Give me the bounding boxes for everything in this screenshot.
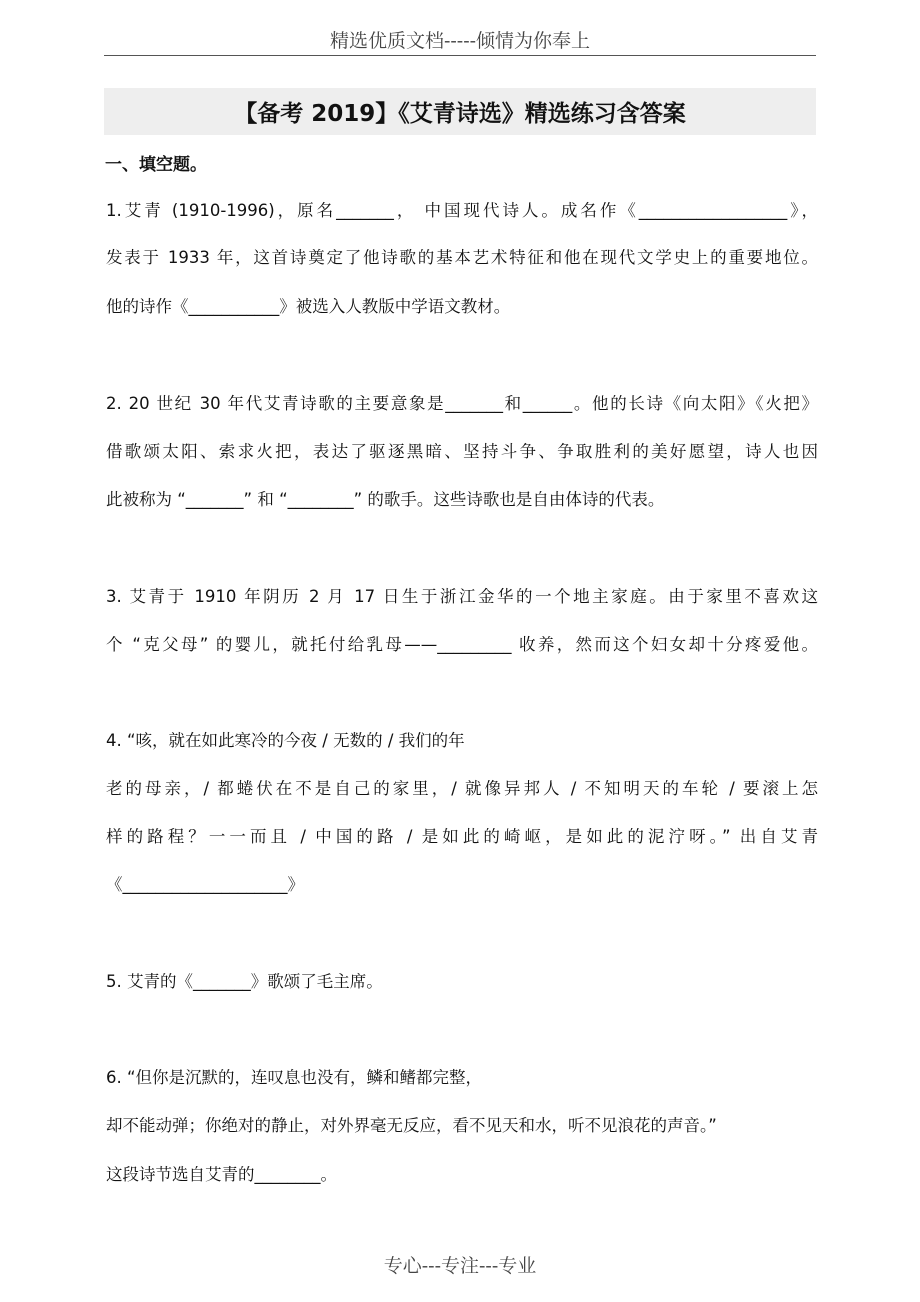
page-footer: 专心---专注---专业 bbox=[383, 1255, 537, 1277]
page-header: 精选优质文档-----倾情为你奉上 bbox=[329, 30, 591, 52]
section-heading: 一、填空题。 bbox=[105, 155, 207, 175]
question-6-line-3: 这段诗节选自艾青的________。 bbox=[106, 1165, 337, 1184]
question-3-line-2: 个 “克父母” 的婴儿，就托付给乳母——_________ 收养，然而这个妇女却十分疼爱他。 bbox=[106, 635, 818, 654]
question-6-line-1: 6. “但你是沉默的，连叹息也没有，鳞和鳍都完整， bbox=[106, 1068, 483, 1087]
question-4-line-1: 4. “咳，就在如此寒冷的今夜 / 无数的 / 我们的年 bbox=[106, 731, 465, 750]
question-6-line-2: 却不能动弹；你绝对的静止，对外界毫无反应，看不见天和水，听不见浪花的声音。” bbox=[106, 1116, 717, 1135]
title-banner bbox=[104, 88, 816, 135]
question-2-line-1: 2. 20 世纪 30 年代艾青诗歌的主要意象是_______和______。他的长诗《向太阳》《火把》 bbox=[106, 394, 818, 413]
page-title: 【备考 2019】《艾青诗选》精选练习含答案 bbox=[234, 101, 686, 127]
question-2-line-2: 借歌颂太阳、索求火把，表达了驱逐黑暗、坚持斗争、争取胜利的美好愿望，诗人也因 bbox=[106, 442, 818, 461]
header-rule bbox=[104, 55, 816, 56]
question-1-line-2: 发表于 1933 年，这首诗奠定了他诗歌的基本艺术特征和他在现代文学史上的重要地位。 bbox=[106, 248, 818, 267]
question-4-line-3: 样的路程？一一而且 / 中国的路 / 是如此的崎岖，是如此的泥泞呀。” 出自艾青 bbox=[106, 827, 818, 846]
question-1-line-3: 他的诗作《___________》被选入人教版中学语文教材。 bbox=[106, 297, 511, 316]
question-4-line-4: 《____________________》 bbox=[106, 875, 304, 894]
question-2-line-3: 此被称为 “_______” 和 “________” 的歌手。这些诗歌也是自由体诗的代表。 bbox=[106, 490, 665, 509]
question-3-line-1: 3. 艾青于 1910 年阴历 2 月 17 日生于浙江金华的一个地主家庭。由于家里不喜欢这 bbox=[106, 587, 818, 606]
question-4-line-2: 老的母亲，/ 都蜷伏在不是自己的家里，/ 就像异邦人 / 不知明天的车轮 / 要滚上怎 bbox=[106, 779, 818, 798]
question-1-line-1: 1.艾青 (1910-1996)，原名_______， 中国现代诗人。成名作《__________________》， bbox=[106, 201, 818, 220]
question-5-line-1: 5. 艾青的《_______》歌颂了毛主席。 bbox=[106, 972, 383, 991]
